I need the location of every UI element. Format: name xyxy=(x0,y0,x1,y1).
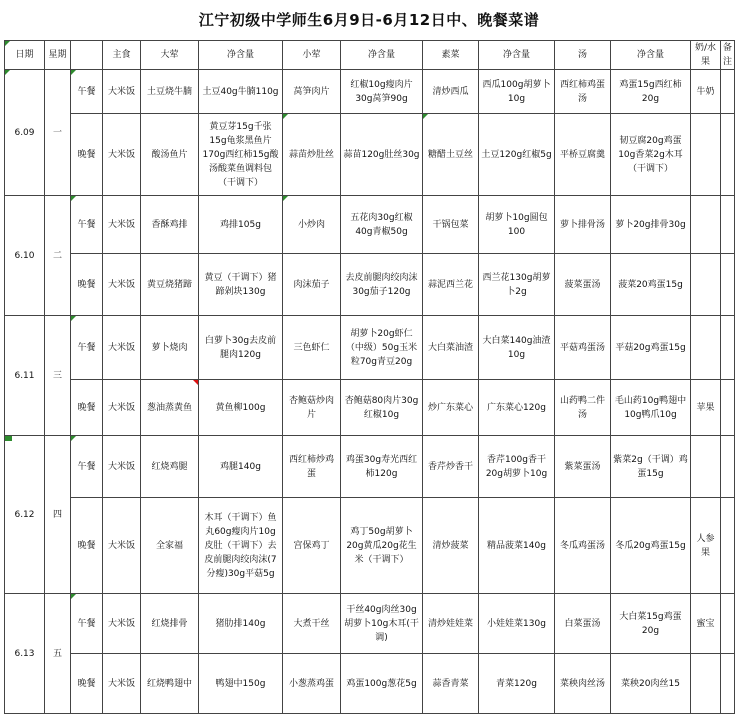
cell-milk-fruit: 蜜宝 xyxy=(691,594,721,654)
cell-main-qty: 土豆40g牛腩110g xyxy=(199,70,283,114)
cell-date: 6.10 xyxy=(5,196,45,316)
cell-staple: 大米饭 xyxy=(103,70,141,114)
cell-note xyxy=(721,196,735,254)
cell-soup: 白菜蛋汤 xyxy=(555,594,611,654)
cell-vegetable-qty: 精品菠菜140g xyxy=(479,498,555,594)
cell-vegetable: 清炒西瓜 xyxy=(423,70,479,114)
cell-main-qty: 黄鱼柳100g xyxy=(199,380,283,436)
cell-date: 6.13 xyxy=(5,594,45,714)
cell-note xyxy=(721,498,735,594)
cell-main-dish: 黄豆烧猪蹄 xyxy=(141,254,199,316)
cell-main-qty: 黄豆（干调下）猪蹄剁块130g xyxy=(199,254,283,316)
cell-note xyxy=(721,70,735,114)
header-soup: 汤 xyxy=(555,41,611,70)
cell-soup-qty: 菜秧20肉丝15 xyxy=(611,654,691,714)
header-note: 备注 xyxy=(721,41,735,70)
cell-side-dish: 莴笋肉片 xyxy=(283,70,341,114)
page-title: 江宁初级中学师生6月9日-6月12日中、晚餐菜谱 xyxy=(198,11,540,29)
cell-note xyxy=(721,380,735,436)
cell-meal: 晚餐 xyxy=(71,114,103,196)
header-main-qty: 净含量 xyxy=(199,41,283,70)
cell-side-qty: 红椒10g瘦肉片30g莴笋90g xyxy=(341,70,423,114)
cell-main-dish: 萝卜烧肉 xyxy=(141,316,199,380)
cell-vegetable-qty: 香芹100g香干20g胡萝卜10g xyxy=(479,436,555,498)
cell-vegetable-qty: 西瓜100g胡萝卜10g xyxy=(479,70,555,114)
cell-milk-fruit xyxy=(691,196,721,254)
cell-side-qty: 鸡蛋30g寿光西红柿120g xyxy=(341,436,423,498)
cell-side-dish: 杏鲍菇炒肉片 xyxy=(283,380,341,436)
cell-soup-qty: 毛山药10g鸭翅中10g鸭爪10g xyxy=(611,380,691,436)
table-row xyxy=(5,498,735,594)
cell-main-dish: 红烧鸭翅中 xyxy=(141,654,199,714)
cell-side-dish: 西红柿炒鸡蛋 xyxy=(283,436,341,498)
cell-staple: 大米饭 xyxy=(103,196,141,254)
cell-soup-qty: 鸡蛋15g西红柿20g xyxy=(611,70,691,114)
table-row xyxy=(5,114,735,196)
cell-soup-qty: 紫菜2g（干调）鸡蛋15g xyxy=(611,436,691,498)
cell-main-qty: 木耳（干调下）鱼丸60g瘦肉片10g皮肚（干调下）去皮前腿肉绞肉沫(7分瘦)30g平菇5g xyxy=(199,498,283,594)
cell-main-qty: 鸭翅中150g xyxy=(199,654,283,714)
cell-main-dish: 葱油蒸黄鱼 xyxy=(141,380,199,436)
cell-side-qty: 五花肉30g红椒40g青椒50g xyxy=(341,196,423,254)
cell-side-dish: 三色虾仁 xyxy=(283,316,341,380)
cell-vegetable-qty: 大白菜140g油渣10g xyxy=(479,316,555,380)
cell-meal: 午餐 xyxy=(71,594,103,654)
cell-vegetable: 清炒菠菜 xyxy=(423,498,479,594)
cell-side-qty: 干丝40g肉丝30g胡萝卜10g木耳(干调) xyxy=(341,594,423,654)
cell-meal: 晚餐 xyxy=(71,498,103,594)
table-row xyxy=(5,380,735,436)
cell-milk-fruit: 人参果 xyxy=(691,498,721,594)
cell-main-dish: 土豆烧牛腩 xyxy=(141,70,199,114)
cell-staple: 大米饭 xyxy=(103,316,141,380)
cell-weekday: 二 xyxy=(45,196,71,316)
cell-main-dish: 红烧鸡腿 xyxy=(141,436,199,498)
cell-side-dish: 肉沫茄子 xyxy=(283,254,341,316)
cell-soup: 菠菜蛋汤 xyxy=(555,254,611,316)
cell-side-qty: 去皮前腿肉绞肉沫30g茄子120g xyxy=(341,254,423,316)
cell-meal: 午餐 xyxy=(71,70,103,114)
cell-side-dish: 宫保鸡丁 xyxy=(283,498,341,594)
table-row xyxy=(5,196,735,254)
cell-weekday: 五 xyxy=(45,594,71,714)
cell-soup-qty: 冬瓜20g鸡蛋15g xyxy=(611,498,691,594)
cell-vegetable: 香芹炒香干 xyxy=(423,436,479,498)
cell-staple: 大米饭 xyxy=(103,254,141,316)
cell-staple: 大米饭 xyxy=(103,436,141,498)
cell-staple: 大米饭 xyxy=(103,114,141,196)
cell-note xyxy=(721,254,735,316)
cell-weekday: 四 xyxy=(45,436,71,594)
cell-vegetable: 糖醋土豆丝 xyxy=(423,114,479,196)
cell-meal: 晚餐 xyxy=(71,380,103,436)
header-date: 日期 xyxy=(5,41,45,70)
cell-side-qty: 鸡蛋100g葱花5g xyxy=(341,654,423,714)
cell-side-qty: 鸡丁50g胡萝卜20g黄瓜20g花生米（干调下） xyxy=(341,498,423,594)
table-row xyxy=(5,70,735,114)
cell-main-dish: 全家福 xyxy=(141,498,199,594)
cell-soup-qty: 菠菜20鸡蛋15g xyxy=(611,254,691,316)
cell-side-qty: 杏鲍菇80肉片30g红椒10g xyxy=(341,380,423,436)
cell-soup-qty: 萝卜20g排骨30g xyxy=(611,196,691,254)
cell-milk-fruit: 苹果 xyxy=(691,380,721,436)
cell-soup: 西红柿鸡蛋汤 xyxy=(555,70,611,114)
cell-meal: 晚餐 xyxy=(71,654,103,714)
menu-sheet xyxy=(4,0,734,714)
cell-vegetable-qty: 小娃娃菜130g xyxy=(479,594,555,654)
cell-soup: 紫菜蛋汤 xyxy=(555,436,611,498)
cell-milk-fruit xyxy=(691,114,721,196)
header-side-dish: 小荤 xyxy=(283,41,341,70)
cell-date: 6.09 xyxy=(5,70,45,196)
cell-meal: 午餐 xyxy=(71,436,103,498)
header-vegetable-qty: 净含量 xyxy=(479,41,555,70)
cell-note xyxy=(721,654,735,714)
cell-milk-fruit xyxy=(691,654,721,714)
cell-vegetable: 蒜泥西兰花 xyxy=(423,254,479,316)
cell-vegetable-qty: 广东菜心120g xyxy=(479,380,555,436)
cell-side-dish: 小葱蒸鸡蛋 xyxy=(283,654,341,714)
header-soup-qty: 净含量 xyxy=(611,41,691,70)
cell-main-qty: 鸡腿140g xyxy=(199,436,283,498)
cell-milk-fruit xyxy=(691,316,721,380)
cell-vegetable: 清炒娃娃菜 xyxy=(423,594,479,654)
menu-table xyxy=(4,40,735,714)
cell-main-dish: 红烧排骨 xyxy=(141,594,199,654)
cell-vegetable: 炒广东菜心 xyxy=(423,380,479,436)
header-row xyxy=(5,41,735,70)
cell-main-qty: 白萝卜30g去皮前腿肉120g xyxy=(199,316,283,380)
cell-soup: 萝卜排骨汤 xyxy=(555,196,611,254)
table-row xyxy=(5,436,735,498)
table-row xyxy=(5,654,735,714)
cell-meal: 晚餐 xyxy=(71,254,103,316)
cell-meal: 午餐 xyxy=(71,316,103,380)
cell-vegetable: 大白菜油渣 xyxy=(423,316,479,380)
header-meal xyxy=(71,41,103,70)
cell-date: 6.11 xyxy=(5,316,45,436)
cell-vegetable-qty: 青菜120g xyxy=(479,654,555,714)
header-milk-fruit: 奶/水果 xyxy=(691,41,721,70)
cell-soup: 平菇鸡蛋汤 xyxy=(555,316,611,380)
cell-vegetable: 干锅包菜 xyxy=(423,196,479,254)
cell-milk-fruit xyxy=(691,436,721,498)
cell-soup: 冬瓜鸡蛋汤 xyxy=(555,498,611,594)
cell-vegetable-qty: 胡萝卜10g圆包100 xyxy=(479,196,555,254)
cell-staple: 大米饭 xyxy=(103,654,141,714)
cell-side-dish: 小炒肉 xyxy=(283,196,341,254)
cell-main-qty: 黄豆芽15g千张15g龟浆黑鱼片170g西红柿15g酸汤酸菜鱼调料包（干调下） xyxy=(199,114,283,196)
cell-staple: 大米饭 xyxy=(103,380,141,436)
cell-main-dish: 香酥鸡排 xyxy=(141,196,199,254)
cell-date: 6.12 xyxy=(5,436,45,594)
cell-side-qty: 蒜苗120g肚丝30g xyxy=(341,114,423,196)
cell-soup-qty: 平菇20g鸡蛋15g xyxy=(611,316,691,380)
cell-note xyxy=(721,594,735,654)
header-vegetable: 素菜 xyxy=(423,41,479,70)
table-row xyxy=(5,316,735,380)
cell-soup-qty: 大白菜15g鸡蛋20g xyxy=(611,594,691,654)
cell-main-dish: 酸汤鱼片 xyxy=(141,114,199,196)
cell-vegetable: 蒜香青菜 xyxy=(423,654,479,714)
cell-weekday: 一 xyxy=(45,70,71,196)
cell-staple: 大米饭 xyxy=(103,498,141,594)
cell-note xyxy=(721,114,735,196)
header-staple: 主食 xyxy=(103,41,141,70)
cell-soup: 菜秧肉丝汤 xyxy=(555,654,611,714)
cell-milk-fruit xyxy=(691,254,721,316)
table-row xyxy=(5,594,735,654)
cell-main-qty: 鸡排105g xyxy=(199,196,283,254)
cell-vegetable-qty: 土豆120g红椒5g xyxy=(479,114,555,196)
cell-side-dish: 蒜苗炒肚丝 xyxy=(283,114,341,196)
header-side-qty: 净含量 xyxy=(341,41,423,70)
cell-milk-fruit: 牛奶 xyxy=(691,70,721,114)
cell-side-qty: 胡萝卜20g虾仁（中级）50g玉米粒70g青豆20g xyxy=(341,316,423,380)
cell-main-qty: 猪肋排140g xyxy=(199,594,283,654)
cell-soup: 山药鸭二件汤 xyxy=(555,380,611,436)
cell-staple: 大米饭 xyxy=(103,594,141,654)
cell-weekday: 三 xyxy=(45,316,71,436)
table-row xyxy=(5,254,735,316)
cell-side-dish: 大煮干丝 xyxy=(283,594,341,654)
cell-soup-qty: 韧豆腐20g鸡蛋10g香菜2g木耳（干调下） xyxy=(611,114,691,196)
cell-meal: 午餐 xyxy=(71,196,103,254)
cell-note xyxy=(721,316,735,380)
header-main-dish: 大荤 xyxy=(141,41,199,70)
header-weekday: 星期 xyxy=(45,41,71,70)
cell-soup: 平桥豆腐羹 xyxy=(555,114,611,196)
cell-vegetable-qty: 西兰花130g胡萝卜2g xyxy=(479,254,555,316)
cell-note xyxy=(721,436,735,498)
